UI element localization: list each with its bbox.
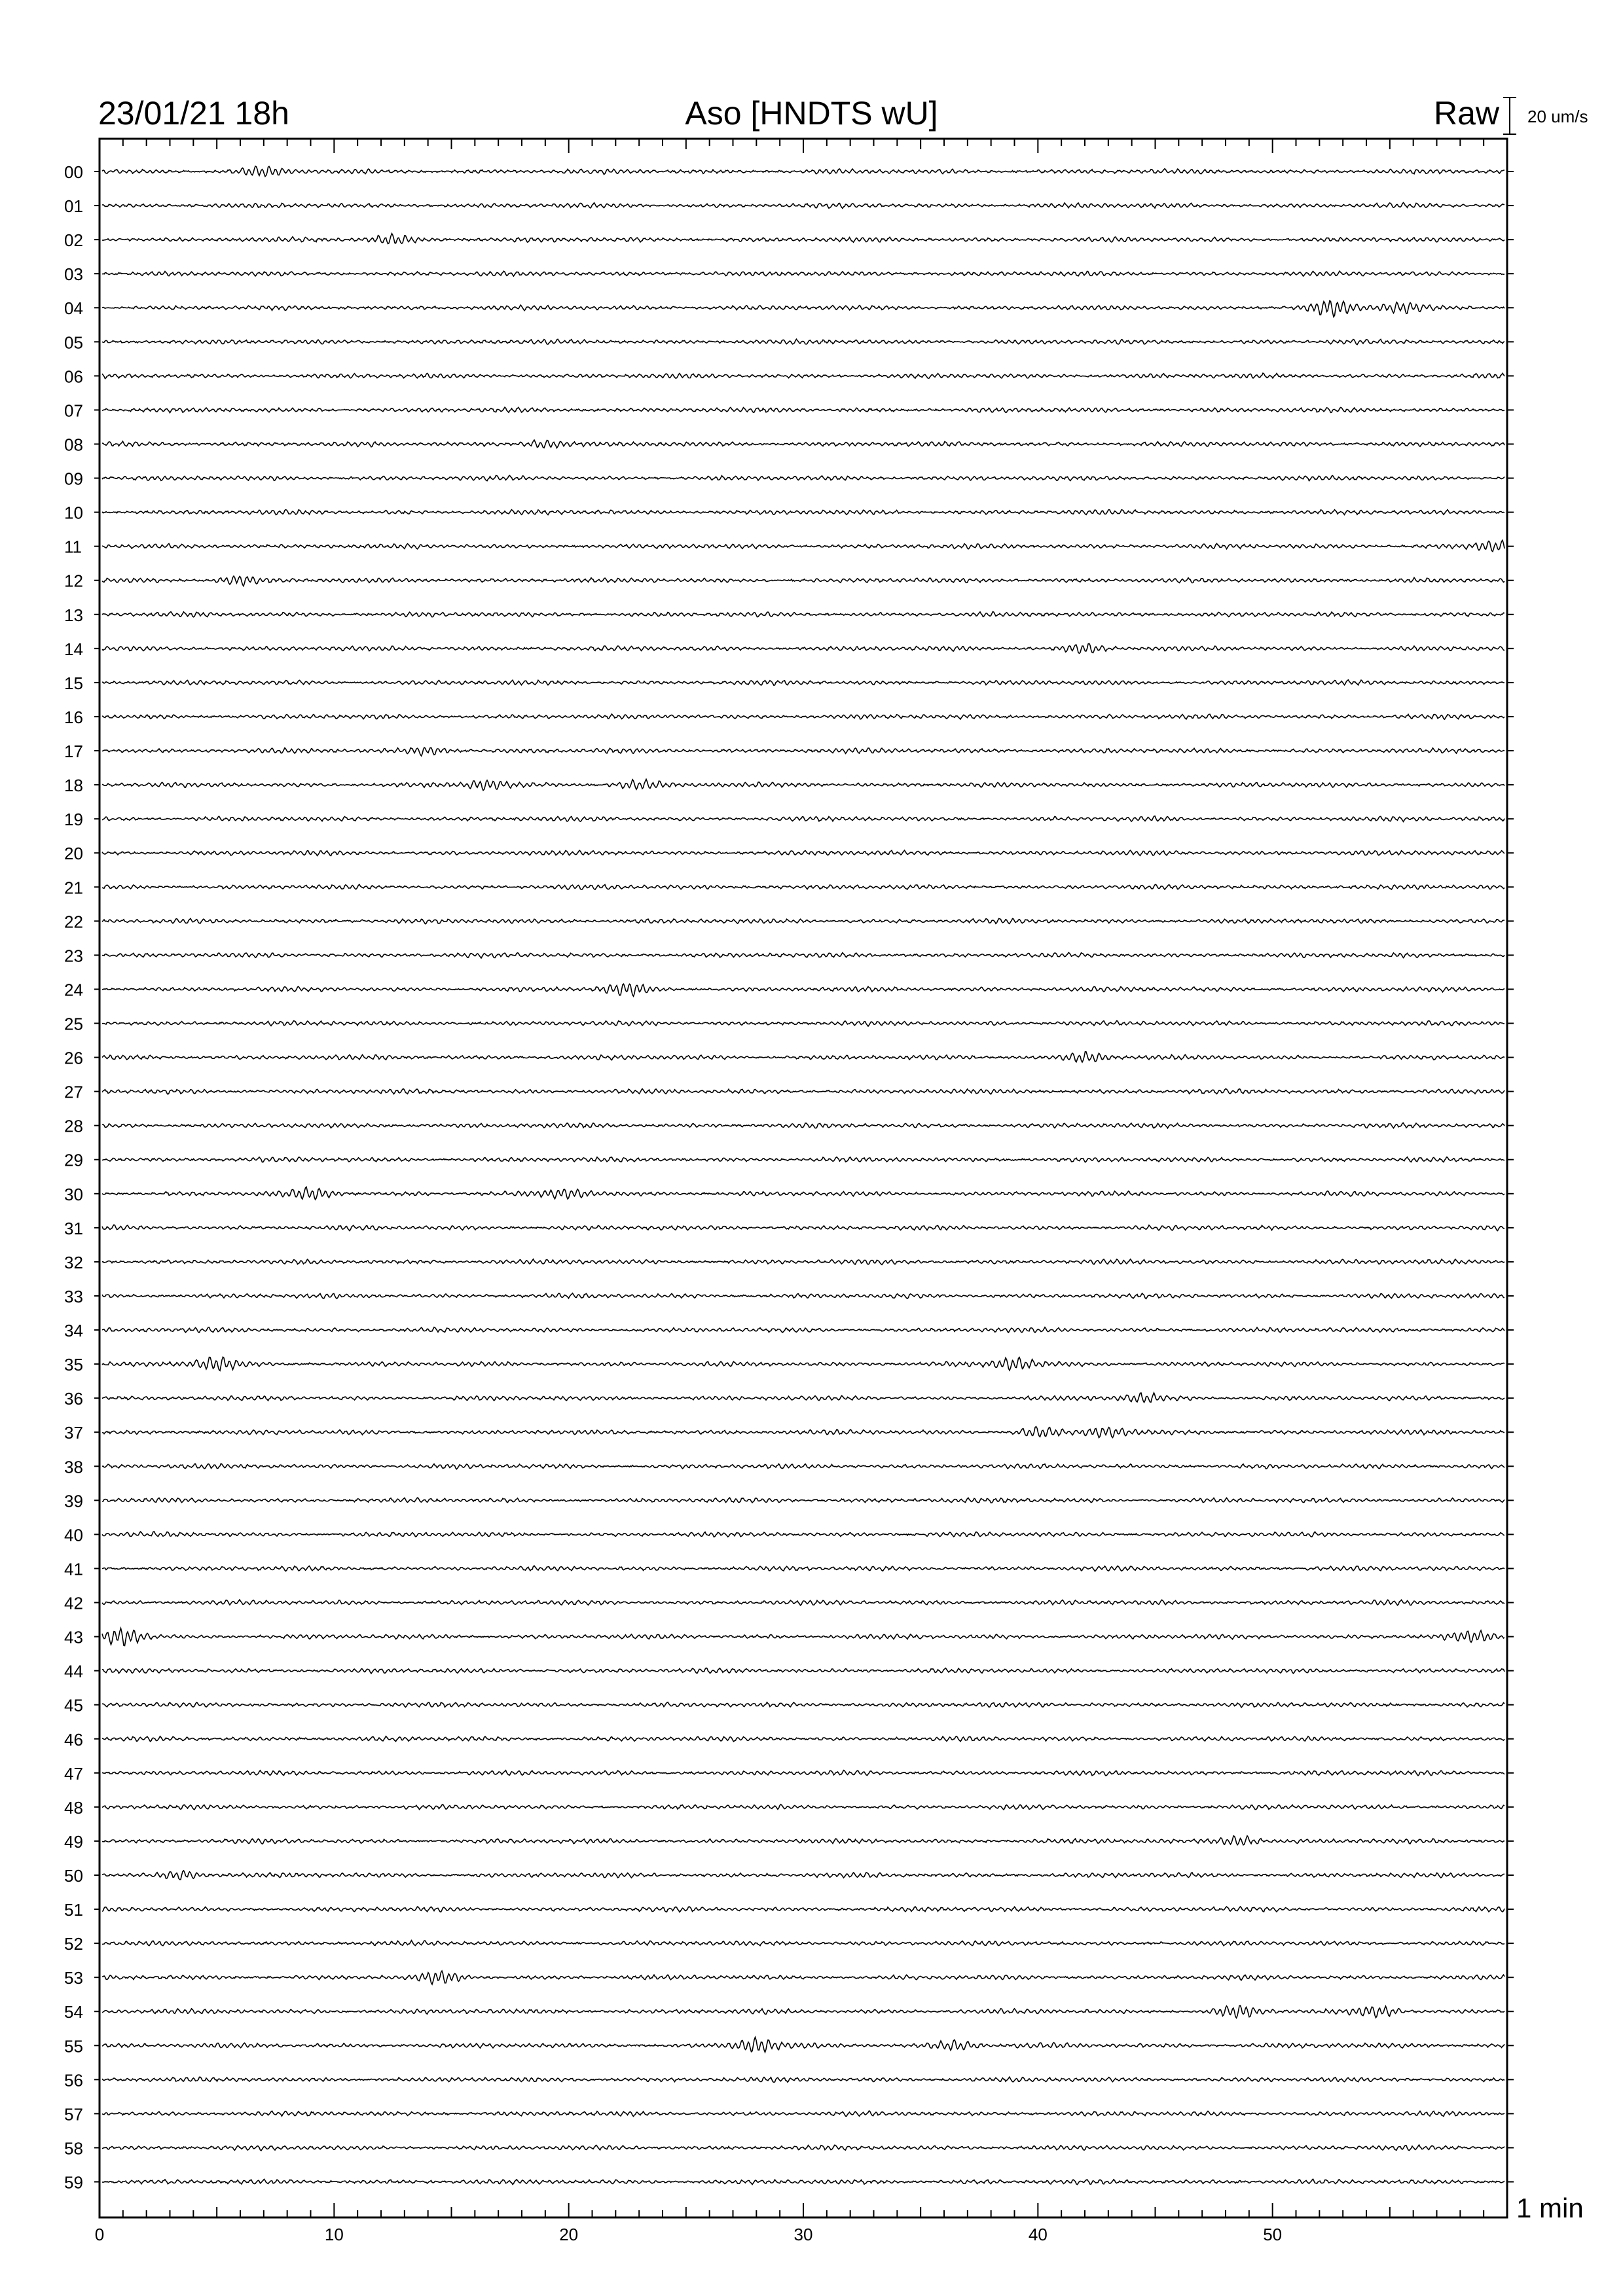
row-label: 39 (64, 1491, 83, 1511)
row-label: 26 (64, 1048, 83, 1068)
trace-line-48 (102, 1804, 1504, 1810)
row-label: 58 (64, 2138, 83, 2159)
row-label: 33 (64, 1286, 83, 1306)
row-label: 31 (64, 1218, 83, 1238)
row-label: 15 (64, 673, 83, 693)
trace-line-32 (102, 1259, 1504, 1265)
trace-line-24 (102, 984, 1504, 996)
trace-line-25 (102, 1021, 1504, 1026)
trace-line-05 (102, 339, 1504, 344)
trace-line-11 (102, 540, 1504, 551)
trace-line-02 (102, 234, 1504, 244)
trace-group (102, 166, 1504, 2185)
row-label: 54 (64, 2002, 83, 2022)
tick-group (94, 139, 1514, 2217)
row-label: 21 (64, 878, 83, 898)
trace-line-59 (102, 2179, 1504, 2184)
trace-line-50 (102, 1871, 1504, 1880)
row-label: 16 (64, 707, 83, 727)
row-label: 40 (64, 1525, 83, 1545)
trace-line-27 (102, 1089, 1504, 1094)
row-label: 38 (64, 1457, 83, 1477)
trace-line-03 (102, 271, 1504, 276)
trace-line-41 (102, 1566, 1504, 1571)
trace-line-33 (102, 1293, 1504, 1299)
station-title: Aso [HNDTS wU] (685, 95, 938, 132)
trace-line-37 (102, 1427, 1504, 1438)
trace-line-10 (102, 510, 1504, 515)
row-label: 36 (64, 1389, 83, 1409)
row-label: 20 (64, 844, 83, 864)
row-label: 41 (64, 1559, 83, 1579)
label-group (64, 162, 1282, 2244)
mode-label: Raw (1434, 95, 1500, 132)
trace-line-51 (102, 1907, 1504, 1912)
plot-frame (100, 139, 1507, 2217)
trace-line-45 (102, 1702, 1504, 1708)
row-label: 56 (64, 2070, 83, 2090)
row-label: 01 (64, 196, 83, 217)
row-label: 50 (64, 1866, 83, 1886)
row-label: 07 (64, 401, 83, 421)
trace-line-39 (102, 1498, 1504, 1503)
trace-line-21 (102, 884, 1504, 889)
row-label: 19 (64, 810, 83, 830)
row-label: 28 (64, 1116, 83, 1136)
row-label: 13 (64, 605, 83, 625)
trace-line-36 (102, 1393, 1504, 1403)
row-label: 42 (64, 1593, 83, 1613)
row-label: 52 (64, 1934, 83, 1954)
row-label: 55 (64, 2036, 83, 2056)
trace-line-42 (102, 1600, 1504, 1605)
row-label: 09 (64, 469, 83, 489)
row-label: 49 (64, 1831, 83, 1852)
trace-line-08 (102, 440, 1504, 448)
row-label: 18 (64, 776, 83, 796)
row-label: 44 (64, 1661, 83, 1681)
row-label: 02 (64, 230, 83, 251)
trace-line-49 (102, 1836, 1504, 1845)
row-label: 43 (64, 1627, 83, 1647)
trace-line-04 (102, 300, 1504, 317)
trace-line-13 (102, 612, 1504, 617)
row-label: 35 (64, 1355, 83, 1375)
row-label: 53 (64, 1968, 83, 1988)
row-label: 34 (64, 1321, 83, 1341)
row-label: 04 (64, 298, 83, 319)
row-label: 11 (64, 537, 82, 557)
row-label: 17 (64, 742, 83, 762)
trace-line-29 (102, 1157, 1504, 1162)
x-tick-label: 30 (793, 2225, 813, 2244)
row-label: 00 (64, 162, 83, 182)
trace-line-40 (102, 1532, 1504, 1537)
row-label: 12 (64, 571, 83, 591)
trace-line-28 (102, 1123, 1504, 1128)
x-axis-unit-label: 1 min (1516, 2193, 1584, 2223)
row-label: 22 (64, 912, 83, 932)
trace-line-16 (102, 714, 1504, 719)
trace-line-54 (102, 2005, 1504, 2018)
row-label: 46 (64, 1729, 83, 1749)
row-label: 14 (64, 639, 83, 659)
trace-line-07 (102, 407, 1504, 413)
trace-line-56 (102, 2077, 1504, 2082)
row-label: 30 (64, 1184, 83, 1204)
trace-line-52 (102, 1941, 1504, 1946)
trace-line-30 (102, 1187, 1504, 1200)
trace-line-26 (102, 1052, 1504, 1062)
trace-line-55 (102, 2037, 1504, 2053)
trace-line-38 (102, 1463, 1504, 1469)
trace-line-22 (102, 918, 1504, 924)
plot-date-label: 23/01/21 18h (98, 95, 289, 132)
row-label: 24 (64, 980, 83, 1000)
trace-line-18 (102, 780, 1504, 791)
row-label: 25 (64, 1014, 83, 1034)
trace-line-43 (102, 1628, 1504, 1646)
x-tick-label: 50 (1263, 2225, 1283, 2244)
trace-line-58 (102, 2145, 1504, 2151)
trace-line-46 (102, 1736, 1504, 1742)
row-label: 32 (64, 1252, 83, 1272)
trace-line-01 (102, 203, 1504, 209)
trace-line-17 (102, 747, 1504, 756)
trace-line-53 (102, 1971, 1504, 1984)
row-label: 37 (64, 1423, 83, 1443)
trace-line-44 (102, 1668, 1504, 1674)
trace-line-15 (102, 680, 1504, 686)
row-label: 48 (64, 1797, 83, 1818)
row-label: 06 (64, 367, 83, 387)
row-label: 27 (64, 1082, 83, 1102)
trace-line-19 (102, 816, 1504, 822)
x-tick-label: 10 (324, 2225, 344, 2244)
trace-line-06 (102, 373, 1504, 378)
trace-line-31 (102, 1225, 1504, 1230)
row-label: 57 (64, 2104, 83, 2125)
trace-line-34 (102, 1327, 1504, 1333)
trace-line-09 (102, 476, 1504, 481)
trace-line-23 (102, 952, 1504, 958)
row-label: 05 (64, 332, 83, 353)
row-label: 51 (64, 1900, 83, 1920)
trace-line-00 (102, 166, 1504, 177)
trace-line-57 (102, 2111, 1504, 2117)
trace-line-20 (102, 850, 1504, 855)
trace-line-14 (102, 643, 1504, 653)
trace-line-35 (102, 1357, 1504, 1371)
row-label: 10 (64, 503, 83, 523)
row-label: 59 (64, 2172, 83, 2193)
trace-line-47 (102, 1770, 1504, 1776)
x-tick-label: 20 (559, 2225, 579, 2244)
x-tick-label: 40 (1028, 2225, 1048, 2244)
row-label: 29 (64, 1150, 83, 1170)
trace-line-12 (102, 576, 1504, 586)
x-tick-label: 0 (94, 2225, 105, 2244)
row-label: 23 (64, 946, 83, 966)
row-label: 47 (64, 1763, 83, 1784)
row-label: 03 (64, 264, 83, 285)
row-label: 45 (64, 1695, 83, 1715)
row-label: 08 (64, 435, 83, 455)
amplitude-scale-label: 20 um/s (1527, 107, 1588, 126)
